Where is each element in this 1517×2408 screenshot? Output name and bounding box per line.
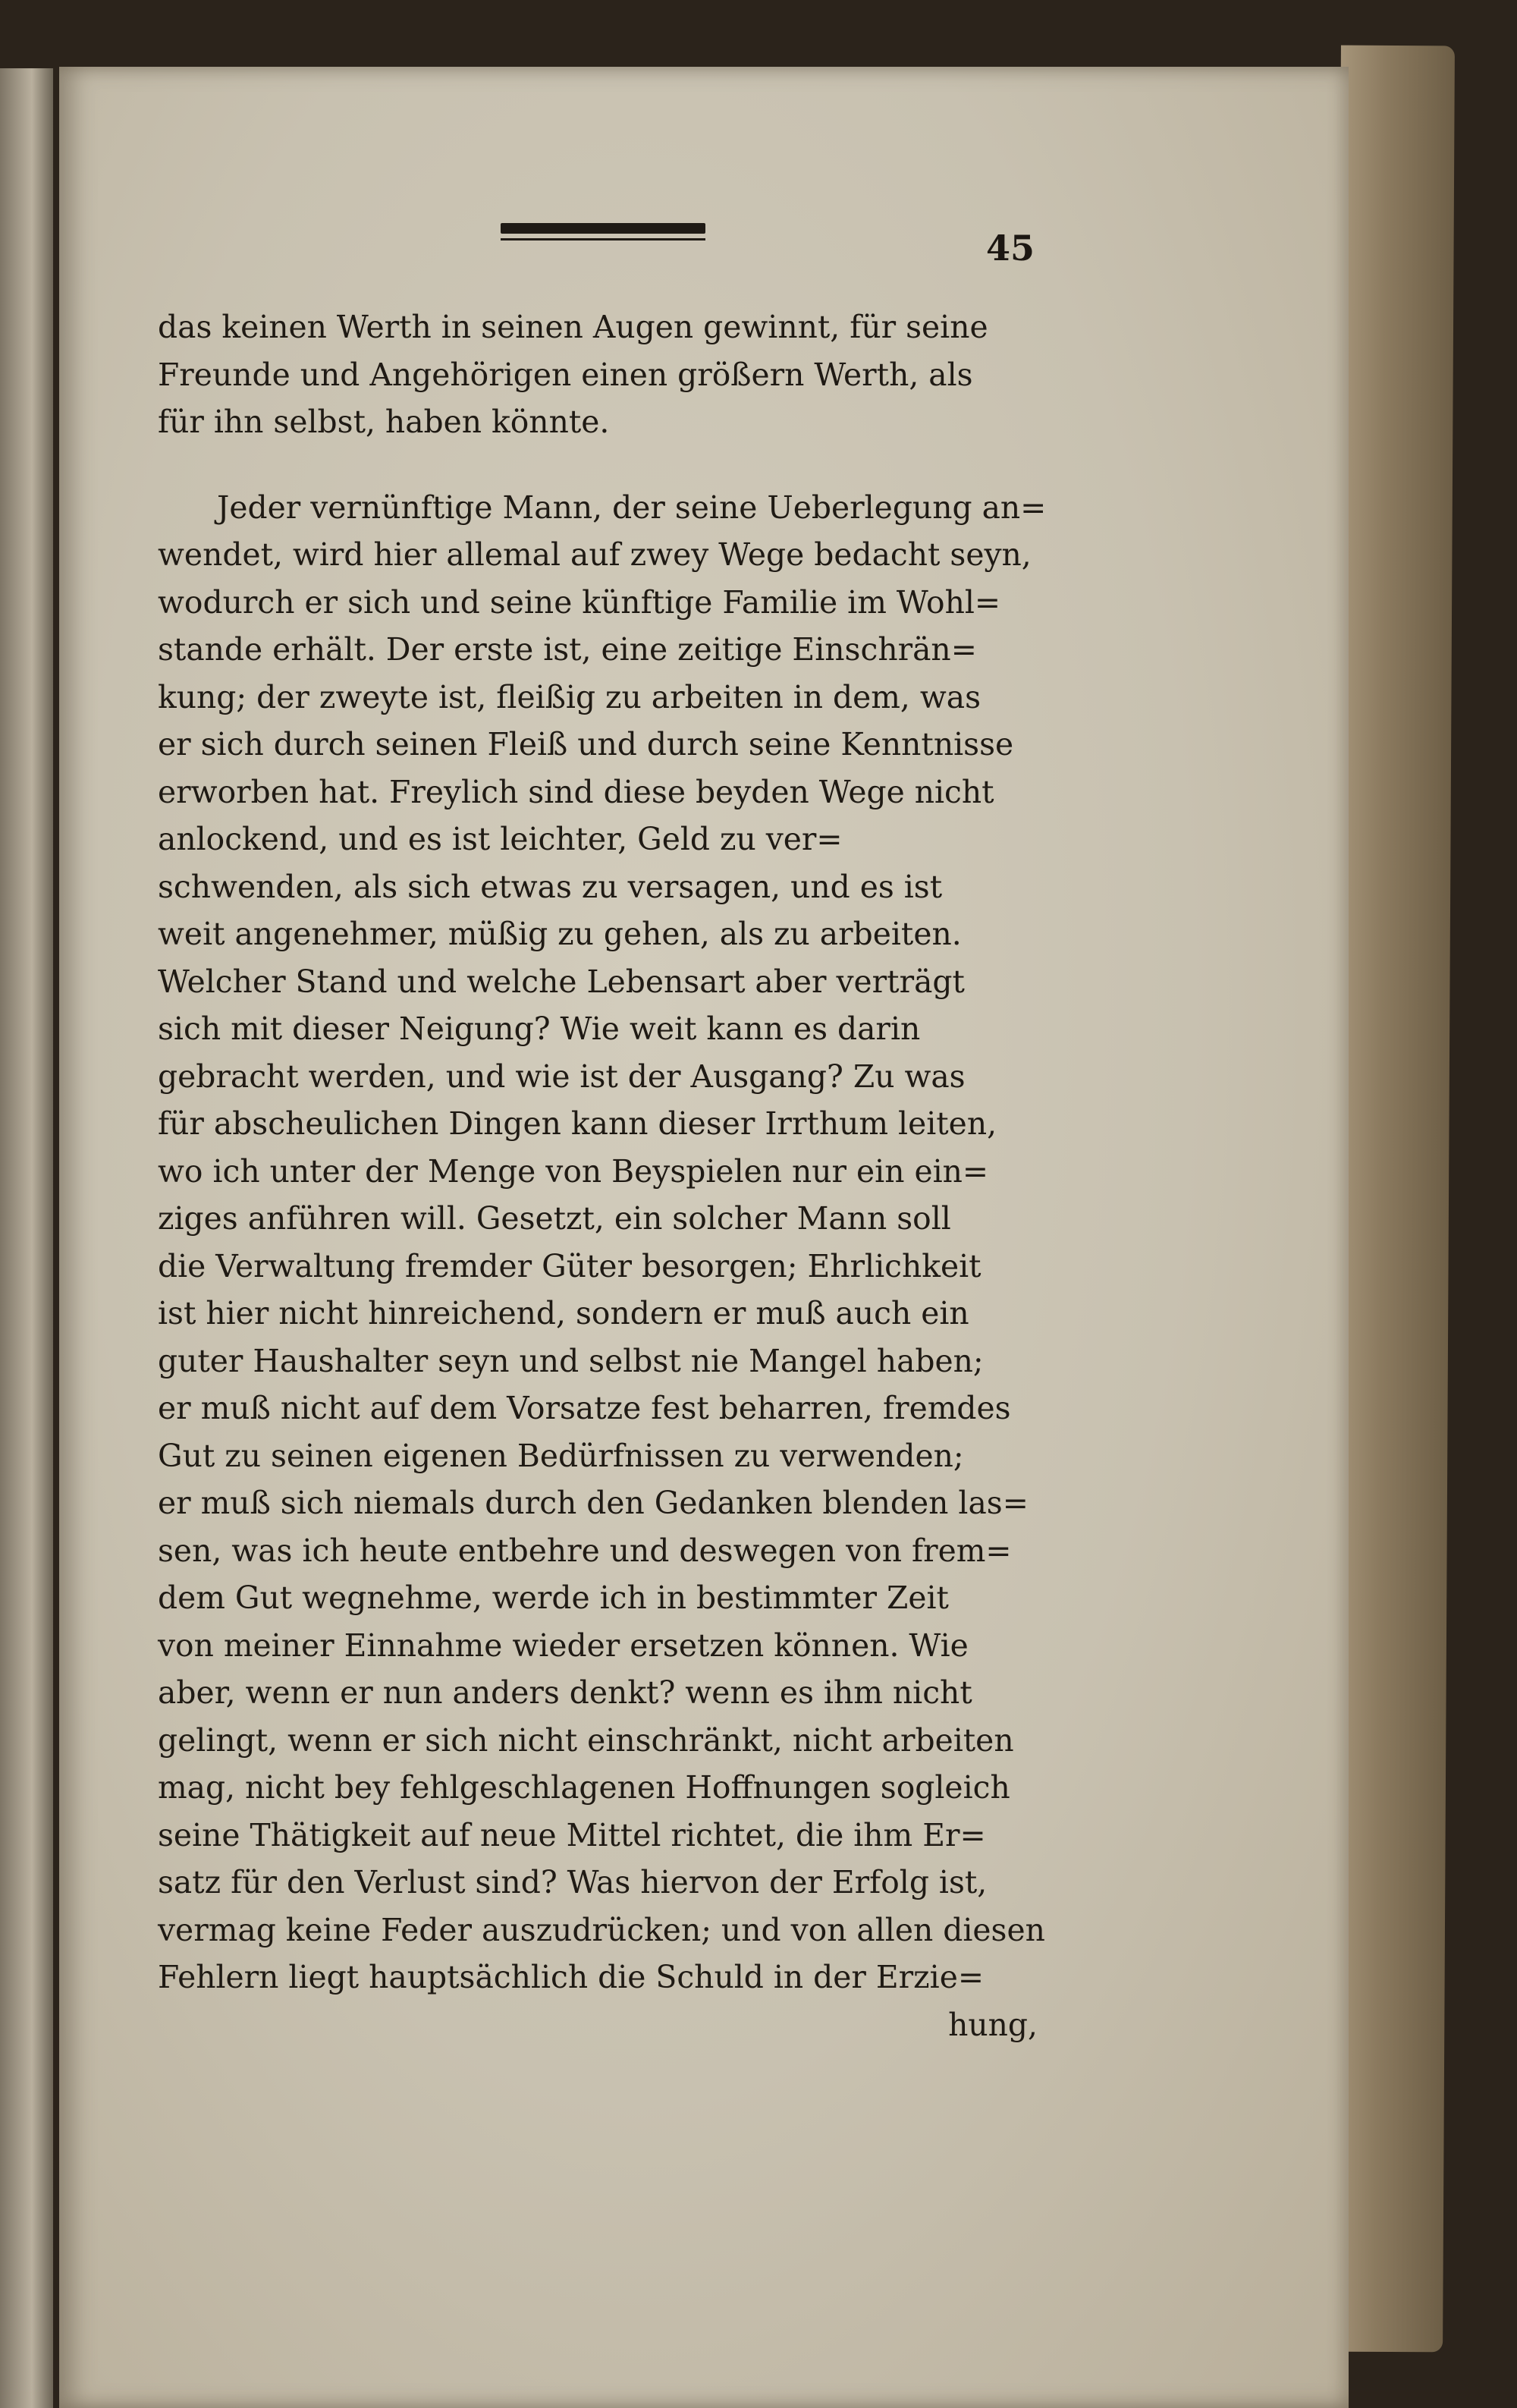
text-line: das keinen Werth in seinen Augen gewinnt, für seine bbox=[158, 309, 988, 345]
text-line: er sich durch seinen Fleiß und durch seine Kenntnisse bbox=[158, 726, 1014, 762]
text-line: erworben hat. Freylich sind diese beyden Wege nicht bbox=[158, 773, 994, 810]
text-line: seine Thätigkeit auf neue Mittel richtet, die ihm Er= bbox=[158, 1816, 986, 1853]
text-line: vermag keine Feder auszudrücken; und von allen diesen bbox=[158, 1911, 1045, 1948]
text-line: für abscheulichen Dingen kann dieser Irrthum leiten, bbox=[158, 1105, 997, 1142]
text-line: anlockend, und es ist leichter, Geld zu ver= bbox=[158, 821, 843, 857]
text-line: gelingt, wenn er sich nicht einschränkt, nicht arbeiten bbox=[158, 1721, 1014, 1759]
text-line: die Verwaltung fremder Güter besorgen; Ehrlichkeit bbox=[158, 1247, 981, 1284]
text-line: Jeder vernünftige Mann, der seine Ueberlegung an= bbox=[217, 489, 1047, 526]
previous-page-edge bbox=[0, 68, 53, 2408]
text-line: wo ich unter der Menge von Beyspielen nur ein ein= bbox=[158, 1152, 989, 1190]
text-line: er muß nicht auf dem Vorsatze fest beharren, fremdes bbox=[158, 1390, 1011, 1426]
text-line: ist hier nicht hinreichend, sondern er muß auch ein bbox=[158, 1295, 969, 1331]
text-line: dem Gut wegnehme, werde ich in bestimmter Zeit bbox=[158, 1580, 949, 1616]
text-line: Gut zu seinen eigenen Bedürfnissen zu verwenden; bbox=[158, 1437, 964, 1474]
header-rule bbox=[501, 223, 705, 234]
text-line: guter Haushalter seyn und selbst nie Mangel haben; bbox=[158, 1342, 984, 1379]
catchword: hung, bbox=[948, 2006, 1038, 2043]
text-line: sich mit dieser Neigung? Wie weit kann es darin bbox=[158, 1011, 921, 1047]
text-line: mag, nicht bey fehlgeschlagenen Hoffnungen sogleich bbox=[158, 1769, 1010, 1806]
text-line: Freunde und Angehörigen einen größern Werth, als bbox=[158, 356, 973, 393]
text-line: Fehlern liegt hauptsächlich die Schuld in der Erzie= bbox=[158, 1959, 985, 1995]
text-line: stande erhält. Der erste ist, eine zeitige Einschrän= bbox=[158, 631, 977, 668]
text-line: von meiner Einnahme wieder ersetzen können. Wie bbox=[158, 1627, 969, 1664]
text-line: wendet, wird hier allemal auf zwey Wege bedacht seyn, bbox=[158, 536, 1032, 573]
text-line: satz für den Verlust sind? Was hiervon der Erfolg ist, bbox=[158, 1864, 988, 1900]
text-line: kung; der zweyte ist, fleißig zu arbeiten in dem, was bbox=[158, 678, 981, 715]
text-line: aber, wenn er nun anders denkt? wenn es ihm nicht bbox=[158, 1674, 972, 1711]
text-line: wodurch er sich und seine künftige Familie im Wohl= bbox=[158, 583, 1001, 621]
text-line: weit angenehmer, müßig zu gehen, als zu arbeiten. bbox=[158, 916, 962, 952]
paragraph-1 bbox=[158, 303, 1038, 446]
text-line: er muß sich niemals durch den Gedanken blenden las= bbox=[158, 1485, 1029, 1521]
page-number: 45 bbox=[986, 228, 1035, 269]
text-line: Welcher Stand und welche Lebensart aber verträgt bbox=[158, 963, 965, 1000]
text-line: schwenden, als sich etwas zu versagen, und es ist bbox=[158, 868, 943, 905]
text-line: sen, was ich heute entbehre und deswegen von frem= bbox=[158, 1532, 1012, 1569]
page-text bbox=[158, 303, 1047, 2048]
text-line: für ihn selbst, haben könnte. bbox=[158, 404, 610, 440]
text-line: gebracht werden, und wie ist der Ausgang? Zu was bbox=[158, 1058, 966, 1095]
text-line: ziges anführen will. Gesetzt, ein solcher Mann soll bbox=[158, 1200, 951, 1237]
paragraph-2 bbox=[158, 484, 1047, 2001]
